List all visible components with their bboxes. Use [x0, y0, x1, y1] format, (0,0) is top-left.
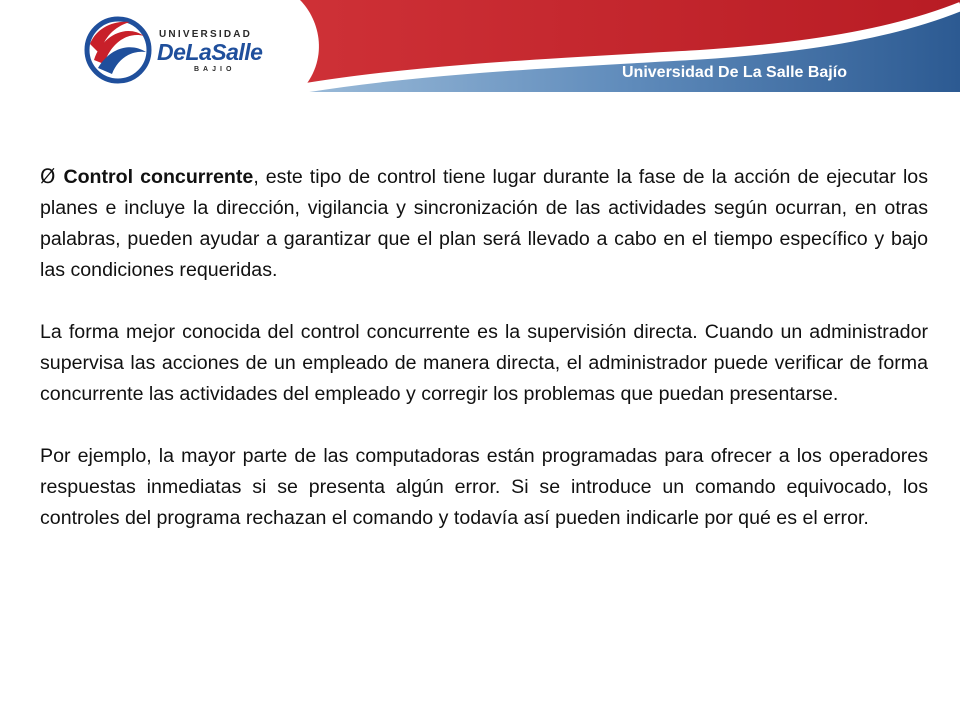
paragraph-1-lead: Control concurrente: [63, 166, 254, 188]
university-logo: [82, 14, 272, 84]
logo-campus: BAJIO: [194, 66, 236, 73]
header-banner: [0, 0, 960, 92]
paragraph-2-text: La forma mejor conocida del control concurrente es la supervisión directa. Cuando un administrador supervisa las acciones de un empleado de manera directa, el administrador puede verificar de forma concurrente las actividades del empleado y corregir los problemas que puedan presentarse.: [40, 321, 928, 405]
paragraph-2: [40, 317, 928, 410]
slide-content: [40, 161, 928, 534]
paragraph-1-text: , este tipo de control tiene lugar durante la fase de la acción de ejecutar los planes e incluye la dirección, vigilancia y sincronización de las actividades según ocurran, en otras palabras, pueden ayudar a garantizar que el plan será llevado a cabo en el tiempo específico y bajo las condiciones requeridas.: [40, 166, 928, 281]
logo-name: DeLaSalle: [157, 39, 263, 65]
paragraph-3-text: Por ejemplo, la mayor parte de las computadoras están programadas para ofrecer a los operadores respuestas inmediatas si se presenta algún error. Si se introduce un comando equivocado, los controles del programa rechazan el comando y todavía así pueden indicarle por qué es el error.: [40, 445, 928, 529]
paragraph-3: [40, 441, 928, 534]
bullet-arrow-icon: Ø: [40, 165, 56, 188]
logo-emblem-icon: [82, 14, 154, 84]
paragraph-1: [40, 161, 928, 286]
logo-university-label: UNIVERSIDAD: [159, 29, 253, 40]
header-title: Universidad De La Salle Bajío: [622, 64, 847, 81]
